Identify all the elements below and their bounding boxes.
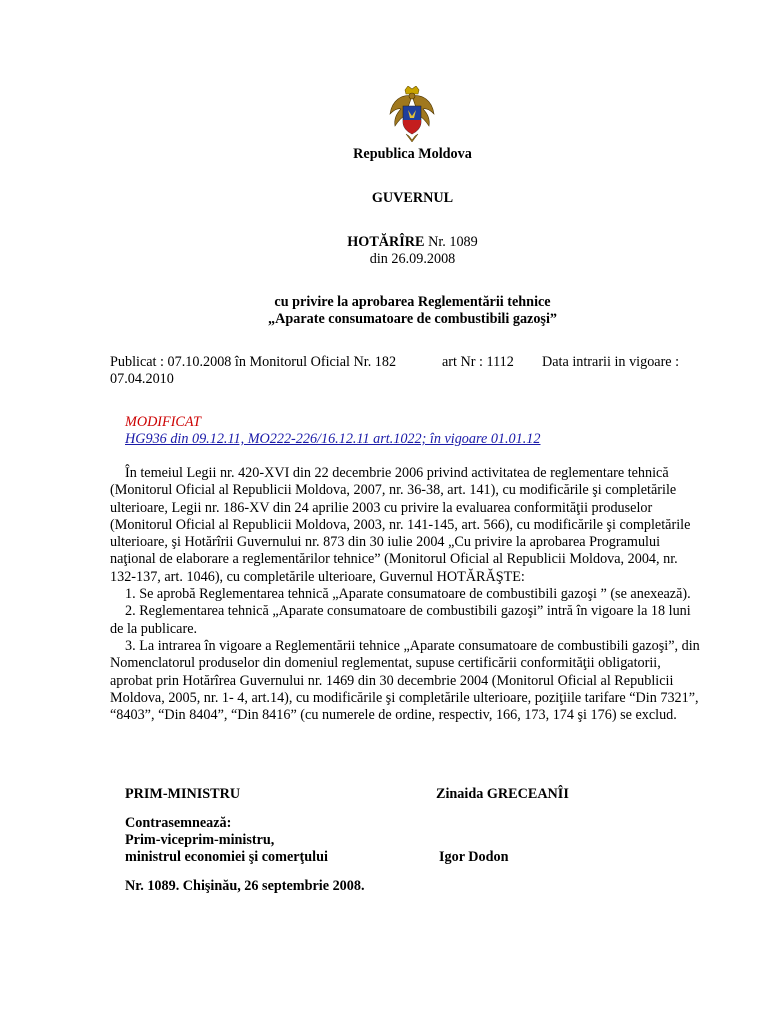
doc-title-line1: cu privire la aprobarea Reglementării tehnice: [274, 294, 551, 310]
document-reference: Nr. 1089. Chişinău, 26 septembrie 2008.: [125, 878, 365, 894]
modification-link[interactable]: HG936 din 09.12.11, MO222-226/16.12.11 art.1022; în vigoare 01.01.12: [125, 431, 541, 447]
countersign-label: Contrasemnează:: [125, 815, 232, 831]
pm-title: PRIM-MINISTRU: [125, 786, 241, 802]
countersign-name: Igor Dodon: [439, 849, 509, 865]
modified-label: MODIFICAT: [125, 414, 201, 430]
doc-title-line2: „Aparate consumatoare de combustibili gazoşi”: [268, 311, 557, 327]
coat-of-arms-icon: [388, 86, 436, 144]
effective-date: 07.04.2010: [110, 371, 174, 387]
doc-number: Nr. 1089: [428, 234, 478, 250]
countersign-role2: ministrul economiei şi comerţului: [125, 849, 328, 865]
article-2: 2. Reglementarea tehnică „Aparate consumatoare de combustibili gazoşi” intră în vigoare la 18 luni de la publicare.: [110, 603, 691, 637]
institution-name: GUVERNUL: [371, 190, 454, 206]
doc-date: din 26.09.2008: [369, 251, 456, 267]
publication-info: Publicat : 07.10.2008 în Monitorul Oficial Nr. 182: [110, 354, 397, 370]
pm-name: Zinaida GRECEANÎI: [436, 786, 569, 802]
doc-type: HOTĂRÎRE: [347, 234, 425, 250]
countersign-role1: Prim-viceprim-ministru,: [125, 832, 275, 848]
decision-heading: [0, 234, 770, 251]
effective-date-label: Data intrarii in vigoare :: [542, 354, 680, 370]
decision-body: [110, 465, 706, 724]
article-1: 1. Se aprobă Reglementarea tehnică „Aparate consumatoare de combustibili gazoşi ” (se anexează).: [125, 586, 691, 603]
article-3: 3. La intrarea în vigoare a Reglementării tehnice „Aparate consumatoare de combustibili gazoşi”, din Nomenclatorul produselor din domeniul reglementat, supuse certificării conformităţii obligatorii, aprobat prin Hotărîrea Guvernului nr. 1469 din 30 decembrie 2004 (Monitorul Oficial al Republicii Moldova, 2005, nr. 1- 4, art.14), cu modificările şi completările ulterioare, poziţiile tarifare “Din 7321”, “8403”, “Din 8404”, “Din 8416” (cu numerele de ordine, respectiv, 166, 173, 174 şi 176) se exclud.: [110, 637, 700, 724]
article-number: art Nr : 1112: [442, 354, 514, 370]
country-name: Republica Moldova: [353, 146, 472, 162]
preamble: În temeiul Legii nr. 420-XVI din 22 decembrie 2006 privind activitatea de reglementare tehnică (Monitorul Oficial al Republicii Moldova, 2007, nr. 36-38, art. 141), cu modificările şi completările ulterioare, Legii nr. 186-XV din 24 aprilie 2003 cu privire la evaluarea conformităţii produselor (Monitorul Oficial al Republicii Moldova, 2003, nr. 141-145, art. 566), cu modificările şi completările ulterioare, şi Hotărîrii Guvernului nr. 873 din 30 iulie 2004 „Cu privire la aprobarea Programului naţional de elaborare a reglementărilor tehnice” (Monitorul Oficial al Republicii Moldova, 2004, nr. 132-137, art. 1046), cu completările ulterioare, Guvernul HOTĂRĂŞTE:: [110, 465, 691, 585]
